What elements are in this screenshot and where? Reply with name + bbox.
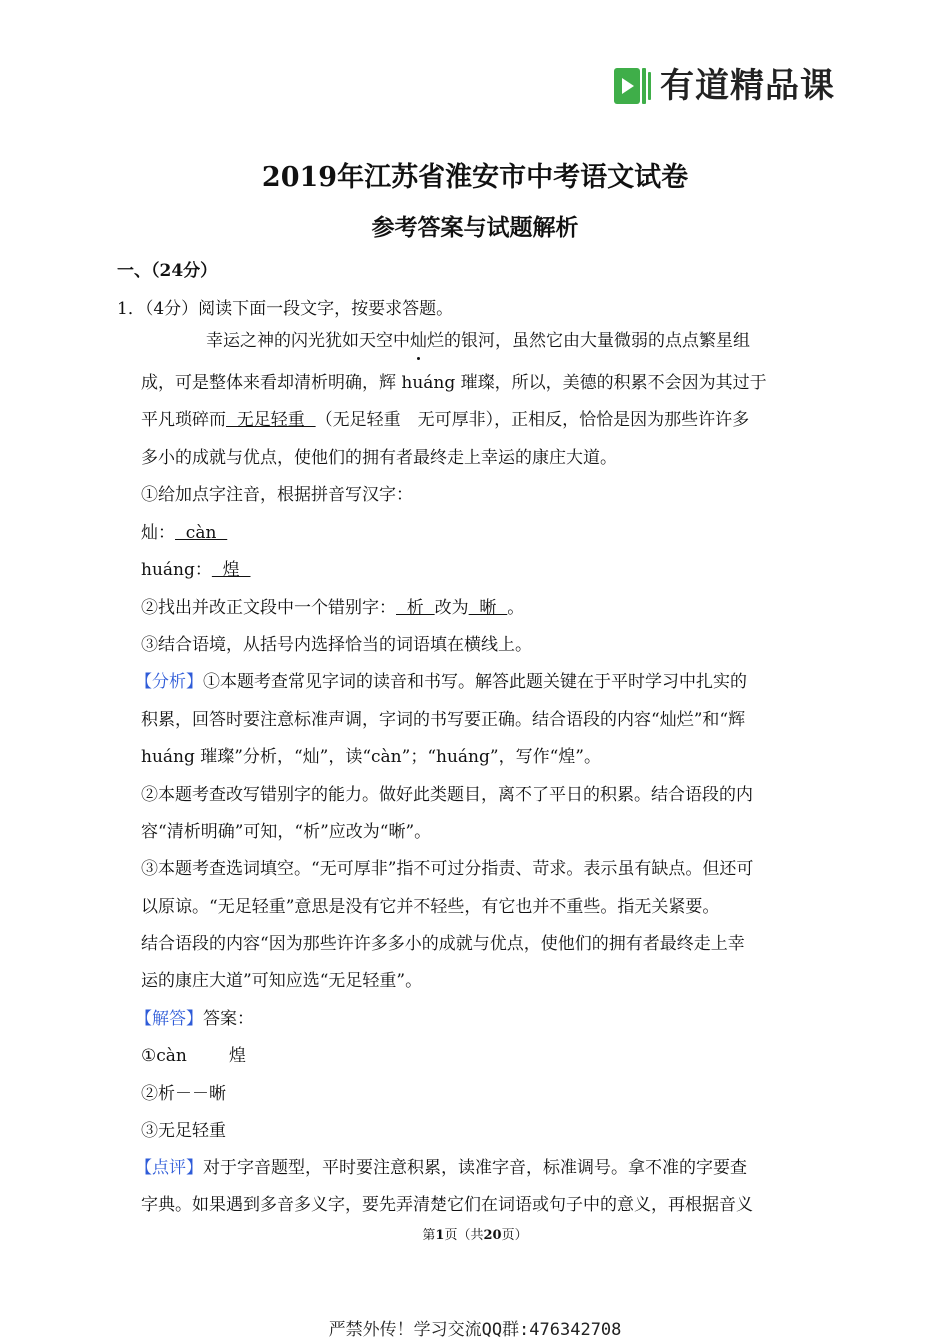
dotted-character: 灿 — [410, 328, 427, 354]
passage-line-3 — [141, 407, 749, 433]
answer-2: ②析－－晰 — [141, 1084, 226, 1104]
analysis-line-4: ②本题考查改写错别字的能力。做好此类题目，离不了平日的积累。结合语段的内 — [141, 785, 753, 805]
passage-line-1 — [206, 328, 750, 354]
analysis-line-1 — [135, 669, 747, 695]
sub-question-2-mid: 改为 — [434, 598, 469, 618]
wrong-character-answer: 析 — [396, 598, 435, 618]
can-label: 灿： — [141, 523, 175, 543]
hanzi-answer-row — [141, 557, 251, 583]
sub-question-2 — [141, 595, 524, 621]
passage-line-4: 多小的成就与优点，使他们的拥有者最终走上幸运的康庄大道。 — [141, 448, 617, 468]
distribution-warning: 严禁外传！学习交流QQ群:476342708 — [328, 1320, 622, 1340]
sub-question-3: ③结合语境，从括号内选择恰当的词语填在横线上。 — [141, 635, 532, 655]
page-number — [0, 1226, 950, 1246]
page-number-current: 1 — [435, 1228, 445, 1243]
page-number-text: 页（共 — [444, 1228, 484, 1243]
section-heading: 一、（24分） — [117, 261, 218, 281]
huang-label: huáng： — [141, 560, 212, 580]
page-number-text: 页） — [501, 1228, 528, 1243]
sub-question-2-text: ②找出并改正文段中一个错别字： — [141, 598, 396, 618]
comment-line-2: 字典。如果遇到多音多义字，要先弄清楚它们在词语或句子中的意义，再根据音义 — [141, 1195, 753, 1215]
analysis-line-8: 结合语段的内容“因为那些许许多多小的成就与优点，使他们的拥有者最终走上幸 — [141, 934, 745, 954]
brand-logo — [612, 66, 842, 106]
analysis-line-5: 容“清析明确”可知，“析”应改为“晰”。 — [141, 822, 432, 842]
passage-text: 幸运之神的闪光犹如天空中 — [206, 331, 410, 351]
comment-text: 对于字音题型，平时要注意积累，读准字音，标准调号。拿不准的字要查 — [203, 1158, 747, 1178]
page-subtitle: 参考答案与试题解析 — [371, 214, 579, 241]
sub-question-2-end: 。 — [507, 598, 525, 618]
answer-tag: 【解答】 — [135, 1009, 203, 1029]
correct-character-answer: 晰 — [468, 598, 508, 618]
answer-1 — [141, 1043, 246, 1069]
analysis-line-3: huáng 璀璨”分析，“灿”，读“càn”；“huáng”，写作“煌”。 — [141, 747, 601, 767]
answer-intro: 答案： — [203, 1009, 254, 1029]
comment-tag: 【点评】 — [135, 1158, 203, 1178]
analysis-tag: 【分析】 — [135, 672, 203, 692]
page-title: 2019年江苏省淮安市中考语文试卷 — [261, 162, 689, 193]
comment-line-1 — [135, 1155, 747, 1181]
play-book-icon — [612, 66, 652, 106]
pinyin-answer-row — [141, 520, 227, 546]
page-number-total: 20 — [483, 1228, 502, 1243]
analysis-line-6: ③本题考查选词填空。“无可厚非”指不可过分指责、苛求。表示虽有缺点。但还可 — [141, 859, 754, 879]
passage-line-2: 成，可是整体来看却清析明确，辉 huáng 璀璨，所以，美德的积累不会因为其过于 — [141, 373, 767, 393]
answer-1-pinyin: ①càn — [141, 1046, 187, 1066]
can-answer: càn — [175, 523, 228, 543]
passage-text: 平凡琐碎而 — [141, 410, 226, 430]
answer-3: ③无足轻重 — [141, 1121, 226, 1141]
logo-text: 有道精品课 — [660, 66, 835, 106]
answer-heading — [135, 1006, 254, 1032]
analysis-line-9: 运的康庄大道”可知应选“无足轻重”。 — [141, 971, 423, 991]
analysis-text: ①本题考查常见字词的读音和书写。解答此题关键在于平时学习中扎实的 — [203, 672, 747, 692]
passage-text: 烂的银河，虽然它由大量微弱的点点繁星组 — [427, 331, 750, 351]
question-stem: 1．（4分）阅读下面一段文字，按要求答题。 — [117, 299, 454, 319]
analysis-line-7: 以原谅。“无足轻重”意思是没有它并不轻些，有它也并不重些。指无关紧要。 — [141, 897, 720, 917]
page-number-text: 第 — [422, 1228, 436, 1243]
answer-1-char: 煌 — [228, 1046, 246, 1066]
fill-blank-answer: 无足轻重 — [226, 410, 316, 430]
analysis-line-2: 积累，回答时要注意标准声调，字词的书写要正确。结合语段的内容“灿烂”和“辉 — [141, 710, 746, 730]
passage-text: （无足轻重 无可厚非），正相反，恰恰是因为那些许许多 — [315, 410, 750, 430]
sub-question-1: ①给加点字注音，根据拼音写汉字： — [141, 485, 413, 505]
huang-answer: 煌 — [211, 560, 251, 580]
